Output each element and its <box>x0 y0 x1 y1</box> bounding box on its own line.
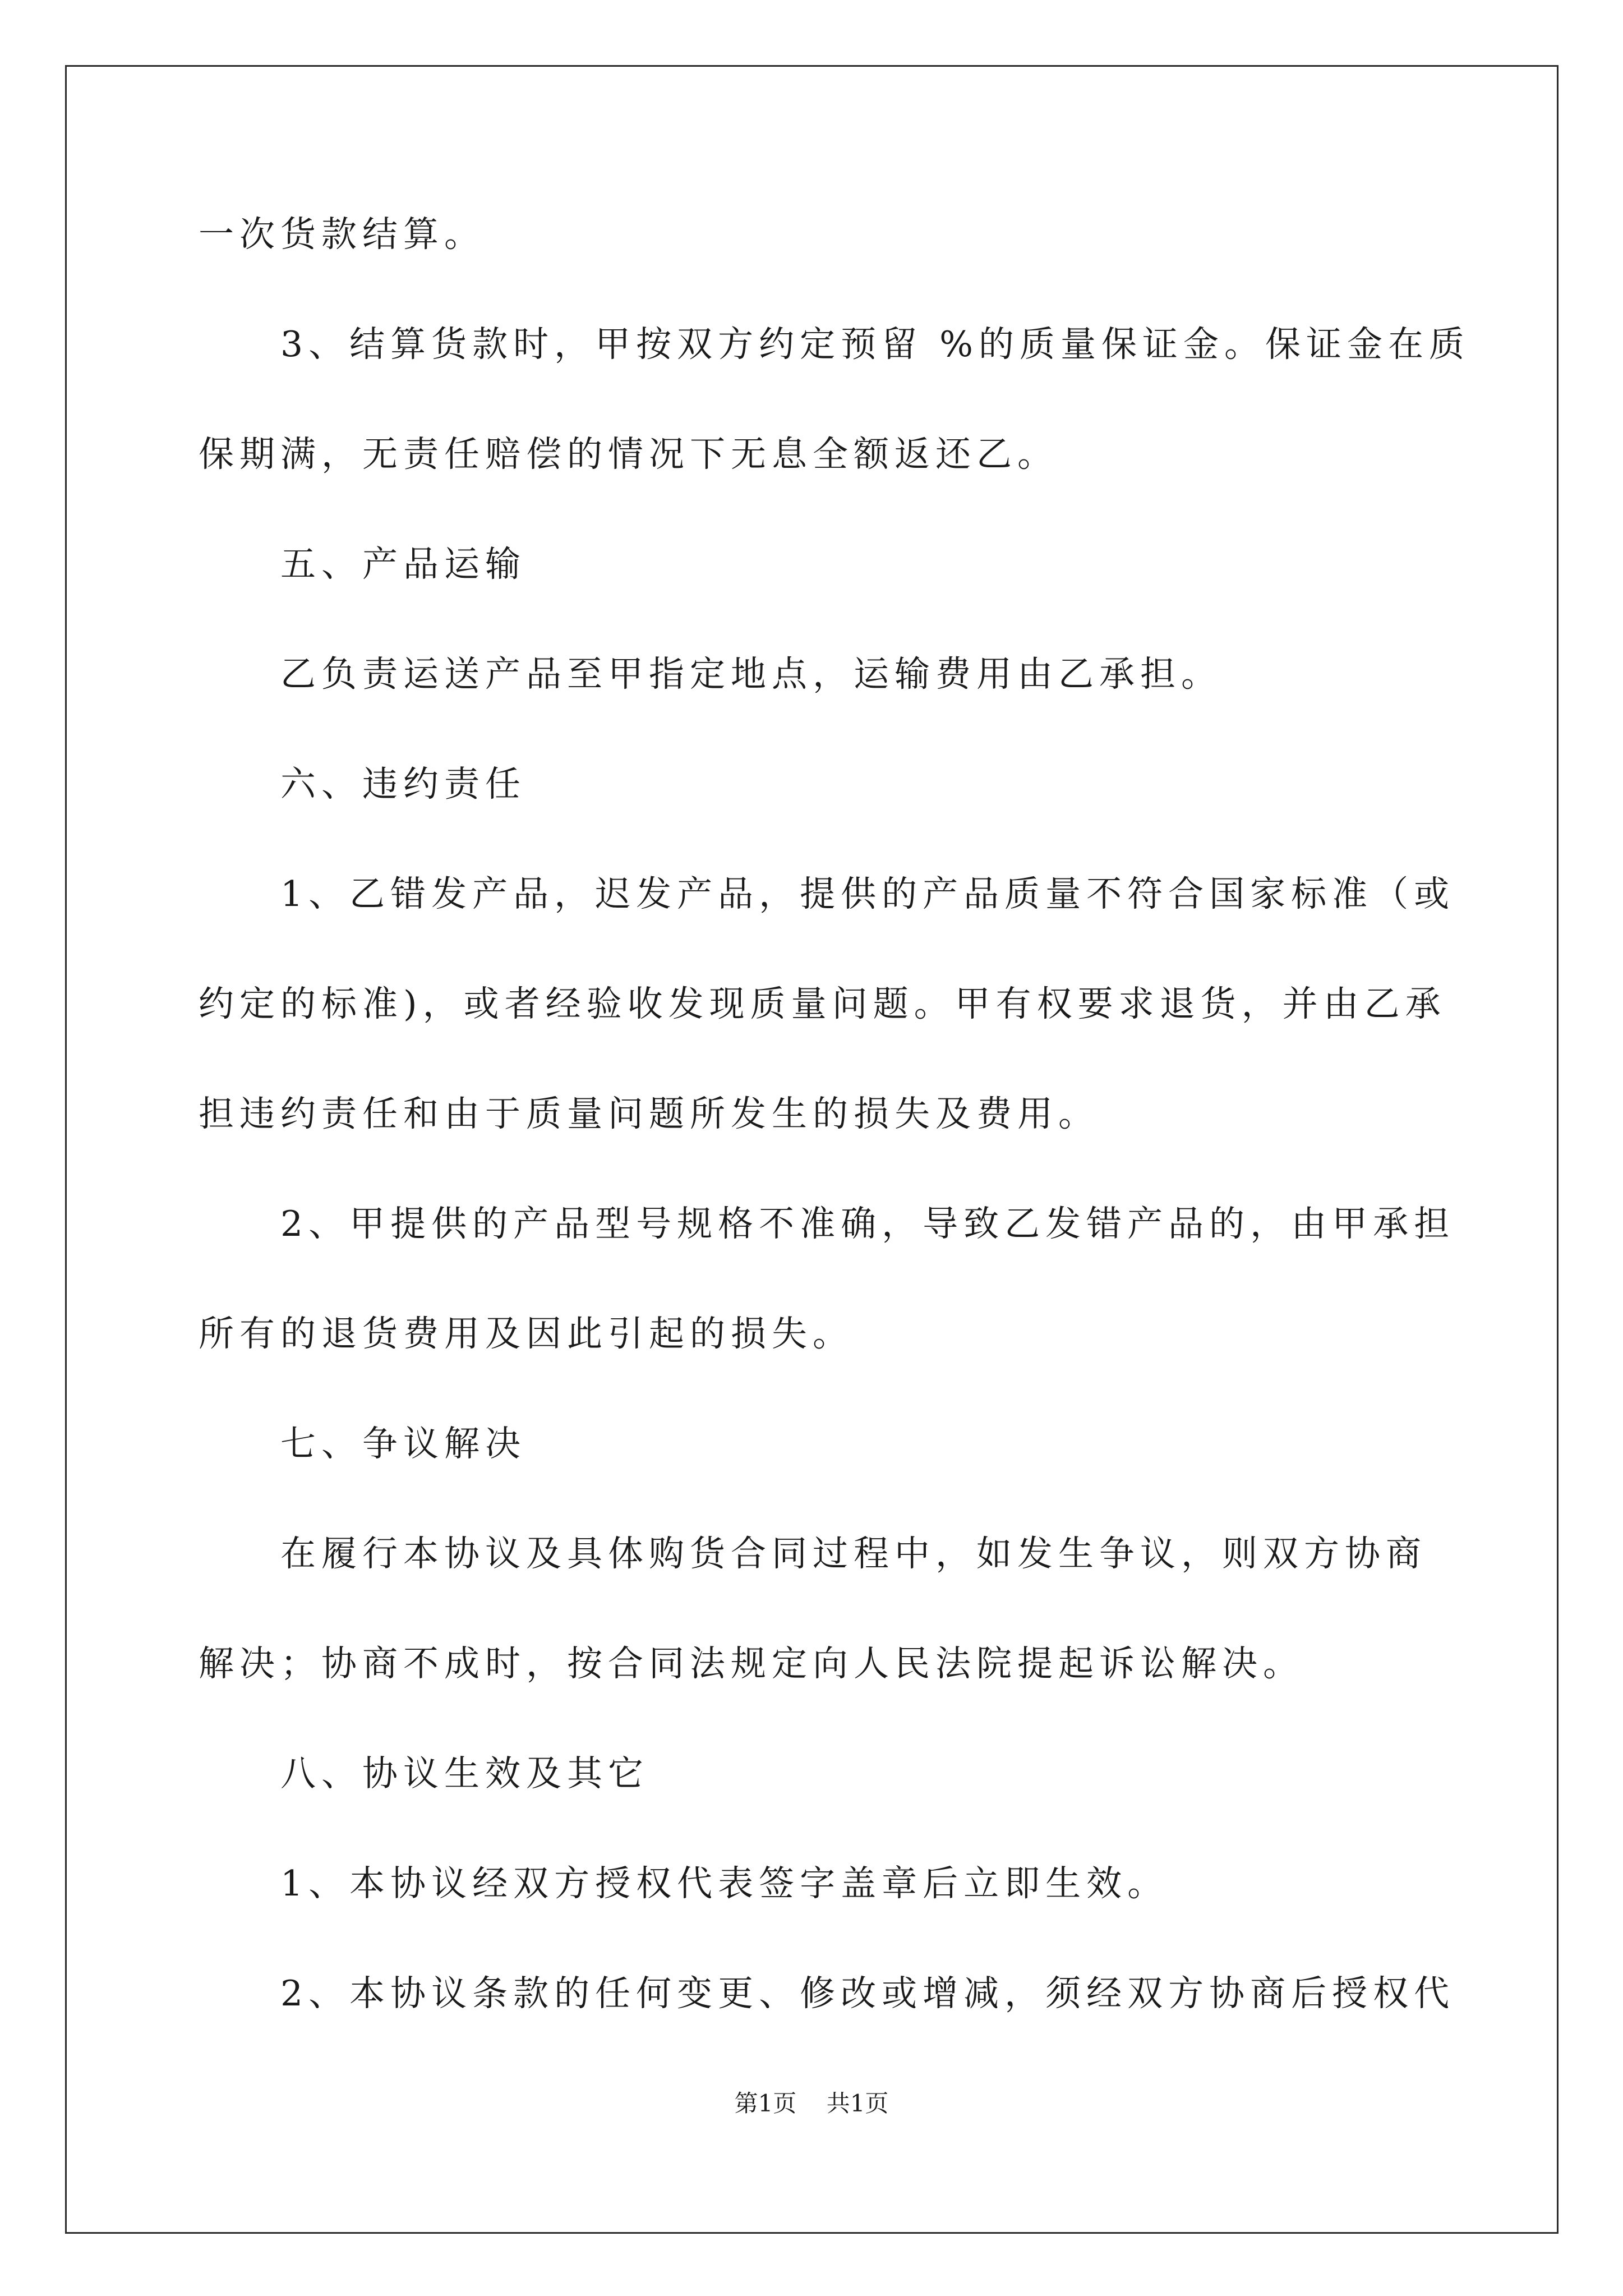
page-footer <box>0 2087 1623 2120</box>
text-line: 担违约责任和由于质量问题所发生的损失及费用。 <box>199 1093 1099 1134</box>
page-number: 第1页 <box>734 2090 797 2117</box>
text-line: 2、甲提供的产品型号规格不准确，导致乙发错产品的，由甲承担 <box>280 1203 1455 1244</box>
page-total: 共1页 <box>826 2090 889 2117</box>
text-line: 乙负责运送产品至甲指定地点，运输费用由乙承担。 <box>280 654 1222 694</box>
text-line: 1、乙错发产品，迟发产品，提供的产品质量不符合国家标准（或 <box>280 873 1455 914</box>
text-line: 保期满，无责任赔偿的情况下无息全额返还乙。 <box>199 434 1058 475</box>
text-line: 约定的标准)，或者经验收发现质量问题。甲有权要求退货，并由乙承 <box>199 983 1446 1024</box>
section-heading: 八、协议生效及其它 <box>280 1753 649 1794</box>
text-line: 一次货款结算。 <box>199 214 485 255</box>
page-border <box>65 65 1559 2234</box>
section-heading: 五、产品运输 <box>280 544 526 585</box>
text-line: 在履行本协议及具体购货合同过程中，如发生争议，则双方协商 <box>280 1533 1427 1574</box>
text-line: 所有的退货费用及因此引起的损失。 <box>199 1313 854 1354</box>
text-line: 解决；协商不成时，按合同法规定向人民法院提起诉讼解决。 <box>199 1643 1304 1684</box>
section-heading: 七、争议解决 <box>280 1423 526 1464</box>
text-line: 2、本协议条款的任何变更、修改或增减，须经双方协商后授权代 <box>280 1973 1455 2014</box>
text-line: 3、结算货款时，甲按双方约定预留 %的质量保证金。保证金在质 <box>280 324 1470 365</box>
text-line: 1、本协议经双方授权代表签字盖章后立即生效。 <box>280 1863 1169 1904</box>
section-heading: 六、违约责任 <box>280 763 526 804</box>
